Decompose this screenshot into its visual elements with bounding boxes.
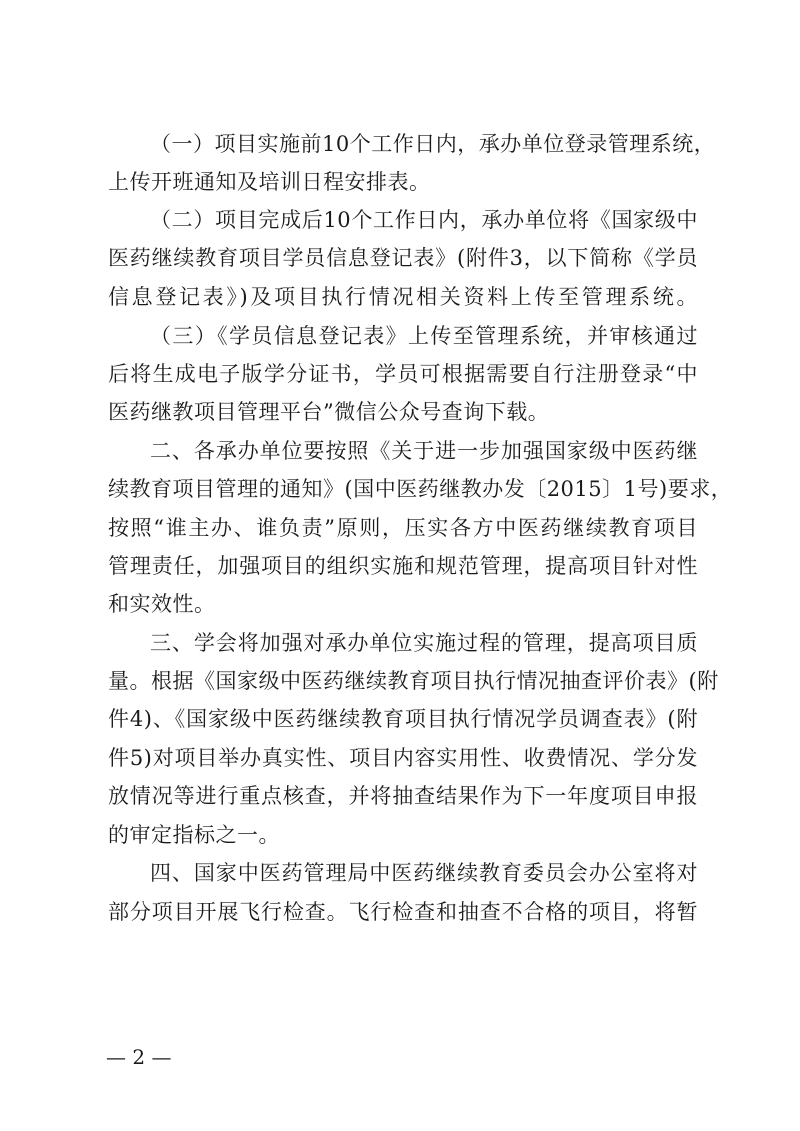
text-line: 量。根据《国家级中医药继续教育项目执行情况抽查评价表》(附 (108, 669, 719, 693)
text-line: 医药继教项目管理平台”微信公众号查询下载。 (108, 400, 550, 424)
text-line: 放情况等进行重点核查，并将抽查结果作为下一年度项目申报 (108, 784, 698, 808)
text-line: 四、国家中医药管理局中医药继续教育委员会办公室将对 (150, 861, 698, 885)
text-line: 的审定指标之一。 (108, 823, 280, 847)
text-line: 信息登记表》)及项目执行情况相关资料上传至管理系统。 (108, 285, 698, 309)
page-number: — 2 — (106, 1045, 172, 1069)
text-line: 二、各承办单位要按照《关于进一步加强国家级中医药继 (150, 439, 698, 463)
text-line: 三、学会将加强对承办单位实施过程的管理，提高项目质 (150, 631, 698, 655)
text-line: 和实效性。 (108, 592, 216, 616)
text-line: 件4)、《国家级中医药继续教育项目执行情况学员调查表》(附 (108, 707, 698, 731)
text-line: （三）《学员信息登记表》上传至管理系统，并审核通过 (150, 324, 698, 348)
text-line: 件5)对项目举办真实性、项目内容实用性、收费情况、学分发 (108, 746, 698, 770)
text-line: 管理责任，加强项目的组织实施和规范管理，提高项目针对性 (108, 554, 698, 578)
text-line: 上传开班通知及培训日程安排表。 (108, 170, 431, 194)
text-line: （二）项目完成后10个工作日内，承办单位将《国家级中 (150, 208, 698, 232)
text-line: 按照“谁主办、谁负责”原则，压实各方中医药继续教育项目 (108, 516, 698, 540)
text-line: 部分项目开展飞行检查。飞行检查和抽查不合格的项目，将暂 (108, 900, 698, 924)
text-line: 医药继续教育项目学员信息登记表》(附件3，以下简称《学员 (108, 246, 698, 270)
text-line: 续教育项目管理的通知》(国中医药继教办发〔2015〕1号)要求， (108, 477, 733, 501)
text-line: 后将生成电子版学分证书，学员可根据需要自行注册登录“中 (108, 362, 698, 386)
text-line: （一）项目实施前10个工作日内，承办单位登录管理系统， (150, 132, 716, 156)
